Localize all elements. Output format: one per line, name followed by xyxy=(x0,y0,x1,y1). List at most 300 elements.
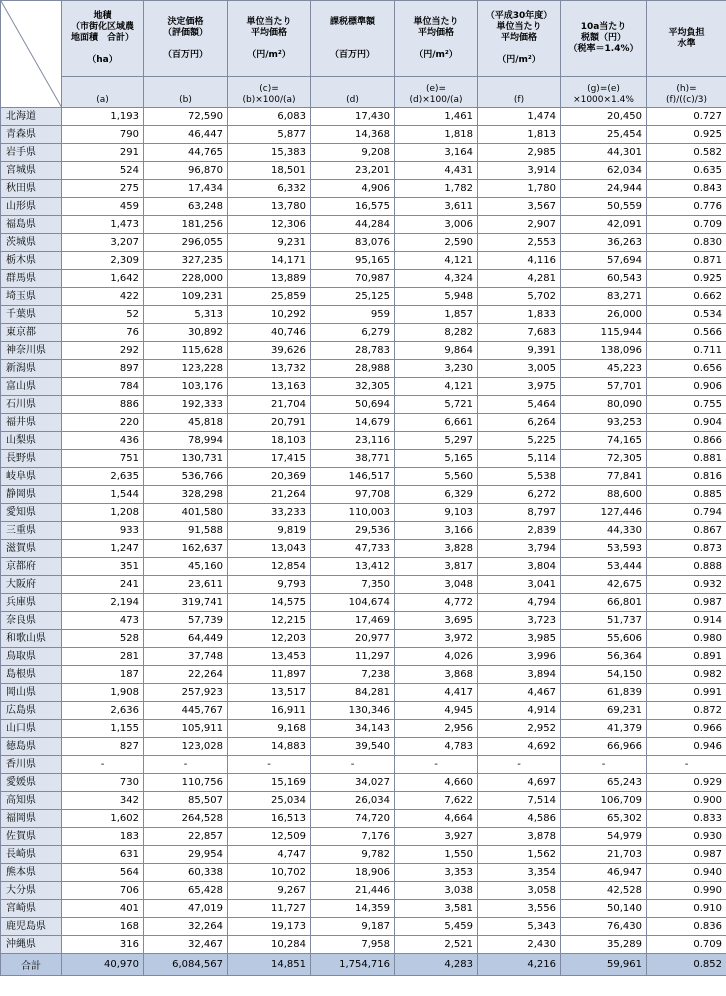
cell-d: 32,305 xyxy=(311,378,395,396)
cell-c: 9,267 xyxy=(228,882,311,900)
prefecture-name: 山口県 xyxy=(1,720,62,738)
cell-a: 1,247 xyxy=(62,540,144,558)
cell-b: 29,954 xyxy=(144,846,228,864)
cell-g: 25,454 xyxy=(561,126,647,144)
cell-c: 13,453 xyxy=(228,648,311,666)
cell-e: 4,660 xyxy=(395,774,478,792)
cell-e: 3,927 xyxy=(395,828,478,846)
total-b: 6,084,567 xyxy=(144,954,228,976)
cell-d: 95,165 xyxy=(311,252,395,270)
cell-c: 12,854 xyxy=(228,558,311,576)
cell-e: 4,324 xyxy=(395,270,478,288)
cell-c: 14,575 xyxy=(228,594,311,612)
cell-e: 3,353 xyxy=(395,864,478,882)
table-row xyxy=(1,540,726,558)
table-row xyxy=(1,792,726,810)
cell-g: 55,606 xyxy=(561,630,647,648)
cell-h: 0.830 xyxy=(647,234,726,252)
cell-a: 2,636 xyxy=(62,702,144,720)
cell-b: 192,333 xyxy=(144,396,228,414)
cell-h: 0.925 xyxy=(647,126,726,144)
cell-b: 65,428 xyxy=(144,882,228,900)
cell-g: 54,150 xyxy=(561,666,647,684)
cell-d: 39,540 xyxy=(311,738,395,756)
cell-c: 25,859 xyxy=(228,288,311,306)
cell-b: 264,528 xyxy=(144,810,228,828)
cell-g: 44,330 xyxy=(561,522,647,540)
table-row xyxy=(1,180,726,198)
prefecture-name: 宮崎県 xyxy=(1,900,62,918)
table-row xyxy=(1,126,726,144)
table-footer xyxy=(1,954,726,976)
cell-f: 3,894 xyxy=(478,666,561,684)
cell-c: 21,704 xyxy=(228,396,311,414)
cell-g: 50,140 xyxy=(561,900,647,918)
cell-g: 42,675 xyxy=(561,576,647,594)
cell-e: 3,006 xyxy=(395,216,478,234)
cell-a: 401 xyxy=(62,900,144,918)
table-row xyxy=(1,288,726,306)
cell-c: 11,897 xyxy=(228,666,311,684)
cell-h: 0.932 xyxy=(647,576,726,594)
cell-e: 4,783 xyxy=(395,738,478,756)
cell-g: 21,703 xyxy=(561,846,647,864)
cell-e: 5,297 xyxy=(395,432,478,450)
cell-b: 228,000 xyxy=(144,270,228,288)
cell-h: 0.566 xyxy=(647,324,726,342)
cell-h: 0.794 xyxy=(647,504,726,522)
cell-a: 1,544 xyxy=(62,486,144,504)
prefecture-name: 高知県 xyxy=(1,792,62,810)
table-row xyxy=(1,414,726,432)
cell-e: 5,948 xyxy=(395,288,478,306)
cell-d: 18,906 xyxy=(311,864,395,882)
cell-f: 3,985 xyxy=(478,630,561,648)
cell-e: - xyxy=(395,756,478,774)
cell-c: 4,747 xyxy=(228,846,311,864)
cell-g: 42,091 xyxy=(561,216,647,234)
cell-f: 2,985 xyxy=(478,144,561,162)
formula-h: (h)= (f)/((c)/3) xyxy=(647,77,726,108)
cell-g: 44,301 xyxy=(561,144,647,162)
cell-a: 886 xyxy=(62,396,144,414)
cell-d: 21,446 xyxy=(311,882,395,900)
col-header-tax-per-10a: 10a当たり 税額（円） （税率＝1.4%） xyxy=(561,1,647,77)
cell-b: - xyxy=(144,756,228,774)
cell-b: 319,741 xyxy=(144,594,228,612)
cell-a: 1,155 xyxy=(62,720,144,738)
prefecture-name: 長野県 xyxy=(1,450,62,468)
cell-e: 3,048 xyxy=(395,576,478,594)
cell-c: 21,264 xyxy=(228,486,311,504)
cell-d: 14,679 xyxy=(311,414,395,432)
cell-a: 473 xyxy=(62,612,144,630)
cell-h: 0.910 xyxy=(647,900,726,918)
cell-f: 2,839 xyxy=(478,522,561,540)
cell-h: 0.727 xyxy=(647,108,726,126)
cell-e: 3,166 xyxy=(395,522,478,540)
cell-e: 4,664 xyxy=(395,810,478,828)
cell-g: 69,231 xyxy=(561,702,647,720)
cell-b: 105,911 xyxy=(144,720,228,738)
cell-d: 20,977 xyxy=(311,630,395,648)
cell-h: 0.534 xyxy=(647,306,726,324)
cell-e: 1,857 xyxy=(395,306,478,324)
cell-c: 13,780 xyxy=(228,198,311,216)
cell-a: 187 xyxy=(62,666,144,684)
prefecture-name: 群馬県 xyxy=(1,270,62,288)
table-row xyxy=(1,306,726,324)
table-row xyxy=(1,162,726,180)
table-row xyxy=(1,198,726,216)
cell-d: 47,733 xyxy=(311,540,395,558)
prefecture-name: 岩手県 xyxy=(1,144,62,162)
table-row xyxy=(1,774,726,792)
cell-b: 536,766 xyxy=(144,468,228,486)
cell-c: 5,877 xyxy=(228,126,311,144)
total-e: 4,283 xyxy=(395,954,478,976)
cell-d: 146,517 xyxy=(311,468,395,486)
cell-f: 9,391 xyxy=(478,342,561,360)
formula-d: (d) xyxy=(311,77,395,108)
cell-a: 52 xyxy=(62,306,144,324)
cell-e: 9,864 xyxy=(395,342,478,360)
cell-f: 8,797 xyxy=(478,504,561,522)
cell-g: 83,271 xyxy=(561,288,647,306)
cell-f: 3,556 xyxy=(478,900,561,918)
prefecture-name: 愛媛県 xyxy=(1,774,62,792)
cell-d: 83,076 xyxy=(311,234,395,252)
cell-e: 3,972 xyxy=(395,630,478,648)
cell-f: 5,464 xyxy=(478,396,561,414)
cell-d: 104,674 xyxy=(311,594,395,612)
cell-b: 110,756 xyxy=(144,774,228,792)
cell-g: 80,090 xyxy=(561,396,647,414)
cell-d: 17,469 xyxy=(311,612,395,630)
col-header-decided-price: 決定価格 （評価額） （百万円） xyxy=(144,1,228,77)
cell-h: 0.833 xyxy=(647,810,726,828)
prefecture-name: 福井県 xyxy=(1,414,62,432)
cell-f: 5,538 xyxy=(478,468,561,486)
cell-h: 0.888 xyxy=(647,558,726,576)
cell-h: 0.930 xyxy=(647,828,726,846)
prefecture-name: 静岡県 xyxy=(1,486,62,504)
prefecture-name: 大阪府 xyxy=(1,576,62,594)
cell-f: 7,514 xyxy=(478,792,561,810)
table-row xyxy=(1,486,726,504)
table-row xyxy=(1,756,726,774)
prefecture-name: 宮城県 xyxy=(1,162,62,180)
table-row xyxy=(1,360,726,378)
cell-d: 14,359 xyxy=(311,900,395,918)
cell-b: 327,235 xyxy=(144,252,228,270)
cell-c: - xyxy=(228,756,311,774)
cell-b: 78,994 xyxy=(144,432,228,450)
cell-b: 103,176 xyxy=(144,378,228,396)
prefecture-name: 福島県 xyxy=(1,216,62,234)
cell-g: 74,165 xyxy=(561,432,647,450)
formula-f: (f) xyxy=(478,77,561,108)
table-row xyxy=(1,630,726,648)
col-header-area: 地積 （市街化区域農 地面積 合計） （ha） xyxy=(62,1,144,77)
cell-e: 8,282 xyxy=(395,324,478,342)
cell-g: 24,944 xyxy=(561,180,647,198)
cell-h: - xyxy=(647,756,726,774)
cell-b: 60,338 xyxy=(144,864,228,882)
cell-e: 3,868 xyxy=(395,666,478,684)
cell-h: 0.662 xyxy=(647,288,726,306)
cell-f: 5,702 xyxy=(478,288,561,306)
cell-g: 53,444 xyxy=(561,558,647,576)
cell-b: 162,637 xyxy=(144,540,228,558)
prefecture-name: 熊本県 xyxy=(1,864,62,882)
cell-c: 33,233 xyxy=(228,504,311,522)
cell-d: 7,238 xyxy=(311,666,395,684)
total-h: 0.852 xyxy=(647,954,726,976)
cell-a: 422 xyxy=(62,288,144,306)
cell-h: 0.816 xyxy=(647,468,726,486)
cell-c: 12,215 xyxy=(228,612,311,630)
cell-e: 1,461 xyxy=(395,108,478,126)
prefecture-name: 和歌山県 xyxy=(1,630,62,648)
cell-a: 528 xyxy=(62,630,144,648)
prefecture-name: 長崎県 xyxy=(1,846,62,864)
cell-d: 959 xyxy=(311,306,395,324)
table-row xyxy=(1,378,726,396)
cell-h: 0.867 xyxy=(647,522,726,540)
cell-g: 42,528 xyxy=(561,882,647,900)
cell-e: 4,945 xyxy=(395,702,478,720)
formula-g: (g)=(e) ×1000×1.4% xyxy=(561,77,647,108)
cell-e: 4,772 xyxy=(395,594,478,612)
cell-a: 459 xyxy=(62,198,144,216)
formula-e: (e)= (d)×100/(a) xyxy=(395,77,478,108)
cell-b: 115,628 xyxy=(144,342,228,360)
total-d: 1,754,716 xyxy=(311,954,395,976)
cell-c: 12,203 xyxy=(228,630,311,648)
col-header-h30-unit-price: （平成30年度） 単位当たり 平均価格 （円/m²） xyxy=(478,1,561,77)
cell-c: 10,284 xyxy=(228,936,311,954)
cell-a: 436 xyxy=(62,432,144,450)
cell-f: 5,225 xyxy=(478,432,561,450)
cell-e: 9,103 xyxy=(395,504,478,522)
cell-h: 0.925 xyxy=(647,270,726,288)
cell-a: 3,207 xyxy=(62,234,144,252)
prefecture-name: 茨城県 xyxy=(1,234,62,252)
table-row xyxy=(1,882,726,900)
cell-a: 751 xyxy=(62,450,144,468)
cell-f: 3,804 xyxy=(478,558,561,576)
cell-h: 0.914 xyxy=(647,612,726,630)
cell-c: 17,415 xyxy=(228,450,311,468)
cell-e: 6,661 xyxy=(395,414,478,432)
cell-a: 784 xyxy=(62,378,144,396)
total-row xyxy=(1,954,726,976)
cell-h: 0.929 xyxy=(647,774,726,792)
table-row xyxy=(1,450,726,468)
cell-f: 2,907 xyxy=(478,216,561,234)
cell-b: 123,228 xyxy=(144,360,228,378)
cell-b: 46,447 xyxy=(144,126,228,144)
cell-b: 96,870 xyxy=(144,162,228,180)
cell-a: - xyxy=(62,756,144,774)
cell-h: 0.656 xyxy=(647,360,726,378)
cell-c: 40,746 xyxy=(228,324,311,342)
cell-d: 34,027 xyxy=(311,774,395,792)
total-c: 14,851 xyxy=(228,954,311,976)
prefecture-name: 山梨県 xyxy=(1,432,62,450)
total-label: 合計 xyxy=(1,954,62,976)
cell-d: 6,279 xyxy=(311,324,395,342)
total-f: 4,216 xyxy=(478,954,561,976)
cell-f: 5,114 xyxy=(478,450,561,468)
cell-c: 19,173 xyxy=(228,918,311,936)
cell-a: 342 xyxy=(62,792,144,810)
prefecture-name: 鹿児島県 xyxy=(1,918,62,936)
cell-b: 85,507 xyxy=(144,792,228,810)
cell-f: 6,272 xyxy=(478,486,561,504)
cell-g: 57,694 xyxy=(561,252,647,270)
cell-e: 1,550 xyxy=(395,846,478,864)
cell-b: 22,857 xyxy=(144,828,228,846)
cell-f: 3,914 xyxy=(478,162,561,180)
cell-f: 4,697 xyxy=(478,774,561,792)
table-row xyxy=(1,900,726,918)
cell-c: 39,626 xyxy=(228,342,311,360)
table-row xyxy=(1,648,726,666)
cell-g: 51,737 xyxy=(561,612,647,630)
cell-g: 65,243 xyxy=(561,774,647,792)
prefecture-name: 兵庫県 xyxy=(1,594,62,612)
cell-d: 97,708 xyxy=(311,486,395,504)
prefecture-name: 奈良県 xyxy=(1,612,62,630)
cell-d: 11,297 xyxy=(311,648,395,666)
cell-e: 3,611 xyxy=(395,198,478,216)
cell-a: 897 xyxy=(62,360,144,378)
cell-h: 0.776 xyxy=(647,198,726,216)
cell-d: 13,412 xyxy=(311,558,395,576)
cell-d: 23,201 xyxy=(311,162,395,180)
cell-c: 18,103 xyxy=(228,432,311,450)
cell-g: 36,263 xyxy=(561,234,647,252)
prefecture-name: 栃木県 xyxy=(1,252,62,270)
cell-c: 16,911 xyxy=(228,702,311,720)
cell-e: 3,695 xyxy=(395,612,478,630)
cell-h: 0.866 xyxy=(647,432,726,450)
cell-c: 9,231 xyxy=(228,234,311,252)
cell-e: 3,581 xyxy=(395,900,478,918)
cell-e: 4,431 xyxy=(395,162,478,180)
cell-c: 9,168 xyxy=(228,720,311,738)
table-row xyxy=(1,702,726,720)
cell-e: 3,038 xyxy=(395,882,478,900)
prefecture-name: 大分県 xyxy=(1,882,62,900)
cell-c: 11,727 xyxy=(228,900,311,918)
cell-g: 138,096 xyxy=(561,342,647,360)
prefecture-name: 北海道 xyxy=(1,108,62,126)
cell-g: 93,253 xyxy=(561,414,647,432)
prefecture-name: 山形県 xyxy=(1,198,62,216)
cell-g: 46,947 xyxy=(561,864,647,882)
cell-b: 5,313 xyxy=(144,306,228,324)
cell-f: 4,281 xyxy=(478,270,561,288)
cell-e: 2,956 xyxy=(395,720,478,738)
cell-a: 933 xyxy=(62,522,144,540)
cell-h: 0.987 xyxy=(647,594,726,612)
cell-c: 18,501 xyxy=(228,162,311,180)
table-row xyxy=(1,864,726,882)
cell-h: 0.891 xyxy=(647,648,726,666)
cell-d: 110,003 xyxy=(311,504,395,522)
cell-c: 16,513 xyxy=(228,810,311,828)
cell-b: 32,264 xyxy=(144,918,228,936)
prefecture-name: 秋田県 xyxy=(1,180,62,198)
table-row xyxy=(1,396,726,414)
cell-h: 0.582 xyxy=(647,144,726,162)
cell-a: 183 xyxy=(62,828,144,846)
cell-f: 4,586 xyxy=(478,810,561,828)
table-row xyxy=(1,684,726,702)
cell-d: 7,176 xyxy=(311,828,395,846)
cell-c: 13,163 xyxy=(228,378,311,396)
cell-b: 45,160 xyxy=(144,558,228,576)
cell-b: 47,019 xyxy=(144,900,228,918)
cell-c: 13,889 xyxy=(228,270,311,288)
cell-a: 631 xyxy=(62,846,144,864)
cell-b: 296,055 xyxy=(144,234,228,252)
cell-e: 4,026 xyxy=(395,648,478,666)
cell-d: 16,575 xyxy=(311,198,395,216)
prefecture-name: 千葉県 xyxy=(1,306,62,324)
prefecture-name: 石川県 xyxy=(1,396,62,414)
table-row xyxy=(1,810,726,828)
cell-a: 2,635 xyxy=(62,468,144,486)
cell-c: 15,383 xyxy=(228,144,311,162)
cell-h: 0.872 xyxy=(647,702,726,720)
cell-c: 15,169 xyxy=(228,774,311,792)
cell-c: 12,306 xyxy=(228,216,311,234)
cell-h: 0.982 xyxy=(647,666,726,684)
cell-a: 241 xyxy=(62,576,144,594)
prefecture-name: 島根県 xyxy=(1,666,62,684)
table-row xyxy=(1,342,726,360)
prefecture-name: 三重県 xyxy=(1,522,62,540)
cell-a: 275 xyxy=(62,180,144,198)
cell-d: 34,143 xyxy=(311,720,395,738)
cell-d: 28,783 xyxy=(311,342,395,360)
cell-h: 0.836 xyxy=(647,918,726,936)
cell-g: 41,379 xyxy=(561,720,647,738)
cell-b: 37,748 xyxy=(144,648,228,666)
cell-e: 5,721 xyxy=(395,396,478,414)
cell-h: 0.871 xyxy=(647,252,726,270)
cell-c: 13,517 xyxy=(228,684,311,702)
cell-e: 3,164 xyxy=(395,144,478,162)
cell-c: 10,702 xyxy=(228,864,311,882)
cell-a: 351 xyxy=(62,558,144,576)
prefecture-name: 徳島県 xyxy=(1,738,62,756)
cell-b: 23,611 xyxy=(144,576,228,594)
cell-f: 3,567 xyxy=(478,198,561,216)
cell-a: 1,193 xyxy=(62,108,144,126)
cell-h: 0.946 xyxy=(647,738,726,756)
cell-f: 2,430 xyxy=(478,936,561,954)
cell-b: 64,449 xyxy=(144,630,228,648)
cell-h: 0.906 xyxy=(647,378,726,396)
col-header-burden-level: 平均負担 水準 xyxy=(647,1,726,77)
cell-b: 123,028 xyxy=(144,738,228,756)
col-header-unit-price-tax: 単位当たり 平均価格 （円/m²） xyxy=(395,1,478,77)
